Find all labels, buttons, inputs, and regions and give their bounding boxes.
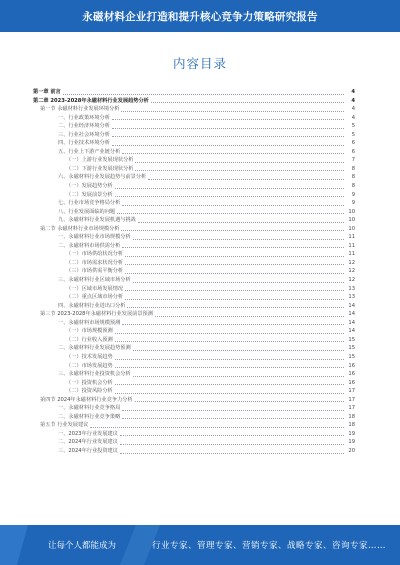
toc-leader-dots: [125, 290, 344, 291]
toc-entry-text: 一、永磁材料行业市场规模分析: [58, 234, 131, 241]
toc-entry-text: 三、永磁材料行业区域市场分析: [58, 277, 131, 284]
footer-decoration-left: [0, 525, 28, 565]
toc-entry[interactable]: [33, 276, 355, 285]
toc-leader-dots: [115, 367, 344, 368]
toc-page-number: 13: [348, 294, 355, 301]
toc-leader-dots: [133, 350, 344, 351]
toc-leader-dots: [135, 401, 344, 402]
toc-entry[interactable]: [33, 114, 355, 123]
toc-leader-dots: [135, 170, 344, 171]
header-banner: [0, 0, 400, 32]
toc-entry[interactable]: [33, 208, 355, 217]
toc-entry[interactable]: [33, 250, 355, 259]
toc-leader-dots: [63, 94, 344, 95]
toc-page-number: 14: [348, 319, 355, 326]
toc-entry-text: （一）技术发展趋势: [66, 353, 113, 360]
toc-entry-text: （一）发展趋势分析: [66, 183, 113, 190]
toc-entry[interactable]: [33, 233, 355, 242]
toc-leader-dots: [135, 162, 344, 163]
toc-entry-text: 二、永磁材料行业竞争策略: [58, 413, 121, 420]
toc-entry-text: （二）行业收入预测: [66, 336, 113, 343]
toc-leader-dots: [133, 376, 344, 377]
toc-page-number: 17: [348, 405, 355, 412]
toc-entry[interactable]: [33, 199, 355, 208]
toc-page-number: 4: [351, 106, 355, 113]
toc-entry-text: （二）重点区域市场分析: [66, 294, 124, 301]
toc-page-number: 18: [348, 413, 355, 420]
toc-entry[interactable]: [33, 447, 355, 456]
toc-leader-dots: [112, 128, 344, 129]
toc-entry[interactable]: [33, 259, 355, 268]
toc-page-number: 11: [348, 242, 355, 249]
toc-leader-dots: [151, 102, 344, 103]
toc-entry[interactable]: [33, 105, 355, 114]
toc-leader-dots: [115, 196, 344, 197]
toc-entry[interactable]: [33, 302, 355, 311]
toc-entry-text: 一、永磁材料市场规模预测: [58, 319, 121, 326]
toc-page-number: 10: [348, 208, 355, 215]
toc-entry[interactable]: [33, 216, 355, 225]
toc-entry-text: 四、行业技术环境分析: [58, 140, 110, 147]
toc-entry-text: 第二章 2023-2028年永磁材料行业发展趋势分析: [33, 97, 149, 104]
toc-entry[interactable]: [33, 225, 355, 234]
toc-entry-text: 七、行业市场竞争格局分析: [58, 200, 121, 207]
toc-entry-text: （一）市场规模预测: [66, 328, 113, 335]
toc-page-number: 19: [348, 439, 355, 446]
toc-entry-text: 二、永磁材料市场供需分析: [58, 242, 121, 249]
toc-page-number: 4: [351, 89, 355, 95]
toc-leader-dots: [115, 333, 344, 334]
toc-leader-dots: [127, 307, 344, 308]
toc-page-number: 8: [351, 174, 355, 181]
toc-entry[interactable]: [33, 344, 355, 353]
toc-entry[interactable]: [33, 327, 355, 336]
toc-page-number: 11: [348, 251, 355, 258]
toc-page-number: 17: [348, 396, 355, 403]
toc-entry-text: 八、行业发展面临的问题: [58, 208, 116, 215]
toc-leader-dots: [115, 188, 344, 189]
toc-page-number: 20: [348, 447, 355, 454]
toc-entry[interactable]: [33, 165, 355, 174]
toc-leader-dots: [112, 136, 344, 137]
toc-leader-dots: [120, 453, 344, 454]
toc-entry-text: 六、永磁材料行业发展趋势与前景分析: [58, 174, 147, 181]
toc-entry-text: 五、行业上下游产业链分析: [58, 148, 121, 155]
toc-page-number: 7: [351, 157, 355, 164]
footer-slogan: 让每个人都能成为: [48, 541, 117, 551]
toc-entry-text: （一）市场供给状况分析: [66, 251, 124, 258]
toc-entry[interactable]: [33, 267, 355, 276]
toc-page-number: 12: [348, 268, 355, 275]
toc-entry[interactable]: [33, 336, 355, 345]
toc-entry-text: （二）市场发展趋势: [66, 362, 113, 369]
toc-entry[interactable]: [33, 131, 355, 140]
toc-page-number: 14: [348, 328, 355, 335]
toc-entry[interactable]: [33, 242, 355, 251]
toc-page-number: 16: [348, 379, 355, 386]
toc-entry-text: 第一章 前言: [33, 89, 61, 95]
toc-entry[interactable]: [33, 421, 355, 430]
toc-leader-dots: [117, 213, 344, 214]
toc-entry-text: 三、行业社会环境分析: [58, 131, 110, 138]
toc-entry[interactable]: [33, 88, 355, 97]
toc-page-number: 8: [351, 183, 355, 190]
toc-page-number: 11: [348, 234, 355, 241]
toc-entry-text: （一）区域市场发展情况: [66, 285, 124, 292]
toc-entry[interactable]: [33, 396, 355, 405]
toc-entry-text: 二、永磁材料行业发展趋势预测: [58, 345, 131, 352]
toc-page-number: 14: [348, 302, 355, 309]
toc-entry[interactable]: [33, 438, 355, 447]
toc-page-number: 16: [348, 371, 355, 378]
toc-entry[interactable]: [33, 97, 355, 106]
toc-entry[interactable]: [33, 413, 355, 422]
toc-leader-dots: [125, 299, 344, 300]
toc-entry[interactable]: [33, 370, 355, 379]
toc-entry-text: 二、行业经济环境分析: [58, 123, 110, 130]
toc-leader-dots: [115, 359, 344, 360]
toc-leader-dots: [112, 145, 344, 146]
toc-entry-text: 第三节 2023-2028年永磁材料行业发展前景预测: [40, 311, 153, 318]
toc-entry-text: （二）发展前景分析: [66, 191, 113, 198]
toc-entry-text: 三、永磁材料行业投资机会分析: [58, 371, 131, 378]
toc-page-number: 8: [351, 165, 355, 172]
toc-entry[interactable]: [33, 379, 355, 388]
toc-leader-dots: [148, 179, 344, 180]
toc-leader-dots: [112, 119, 344, 120]
toc-entry[interactable]: [33, 404, 355, 413]
toc-entry-text: 第四节 2024年永磁材料行业竞争力分析: [40, 396, 133, 403]
toc-entry[interactable]: [33, 319, 355, 328]
toc-entry[interactable]: [33, 430, 355, 439]
toc-leader-dots: [122, 418, 344, 419]
toc-entry-text: （二）投资风险分析: [66, 388, 113, 395]
toc-leader-dots: [125, 273, 344, 274]
toc-page-number: 13: [348, 285, 355, 292]
toc-page-number: 12: [348, 259, 355, 266]
footer-banner: [0, 525, 400, 565]
toc-leader-dots: [115, 384, 344, 385]
toc-leader-dots: [133, 239, 344, 240]
toc-page-number: 15: [348, 336, 355, 343]
toc-entry[interactable]: [33, 310, 355, 319]
toc-page-number: 17: [348, 388, 355, 395]
toc-entry[interactable]: [33, 173, 355, 182]
toc-page-number: 16: [348, 362, 355, 369]
toc-entry[interactable]: [33, 156, 355, 165]
toc-entry[interactable]: [33, 362, 355, 371]
toc-page-number: 18: [348, 422, 355, 429]
toc-leader-dots: [155, 316, 344, 317]
toc-leader-dots: [122, 410, 344, 411]
toc-page-number: 15: [348, 345, 355, 352]
toc-page-number: 6: [351, 148, 355, 155]
footer-roles: 行业专家、管理专家、营销专家、战略专家、咨询专家……: [152, 541, 387, 551]
toc-entry-text: （二）市场需求状况分析: [66, 259, 124, 266]
toc-entry-text: 一、2023年行业发展建议: [58, 430, 118, 437]
toc-entry[interactable]: [33, 387, 355, 396]
toc-page-number: 5: [351, 123, 355, 130]
toc-leader-dots: [125, 264, 344, 265]
toc-page-number: 10: [348, 225, 355, 232]
toc-leader-dots: [125, 256, 344, 257]
toc-entry-text: 一、行业政策环境分析: [58, 114, 110, 121]
toc-leader-dots: [121, 230, 344, 231]
toc-entry-text: 四、永磁材料行业进出口分析: [58, 302, 126, 309]
toc-entry-text: （三）市场供需平衡分析: [66, 268, 124, 275]
toc-page-number: 9: [351, 200, 355, 207]
toc-entry-text: 第二节 永磁材料行业市场规模分析: [40, 225, 120, 232]
toc-leader-dots: [121, 111, 344, 112]
toc-entry-text: （一）上游行业发展现状分析: [66, 157, 134, 164]
toc-entry-text: 九、永磁材料行业发展机遇与挑战: [58, 217, 136, 224]
toc-leader-dots: [122, 247, 344, 248]
toc-entry-text: （一）投资机会分析: [66, 379, 113, 386]
toc-leader-dots: [115, 341, 344, 342]
toc-entry[interactable]: [33, 122, 355, 131]
toc-leader-dots: [133, 282, 344, 283]
toc-leader-dots: [122, 205, 344, 206]
toc-entry[interactable]: [33, 148, 355, 157]
toc-page-number: 14: [348, 311, 355, 318]
toc-page-number: 4: [351, 97, 355, 104]
toc-leader-dots: [138, 222, 344, 223]
table-of-contents: [33, 88, 355, 456]
toc-page-number: 19: [348, 430, 355, 437]
toc-entry-text: （二）下游行业发展现状分析: [66, 165, 134, 172]
toc-page-number: 10: [348, 217, 355, 224]
toc-page-number: 4: [351, 114, 355, 121]
toc-entry[interactable]: [33, 191, 355, 200]
toc-entry-text: 第五节 行业发展建议: [40, 422, 89, 429]
toc-entry-text: 三、2024年行业投资建议: [58, 447, 118, 454]
toc-page-number: 9: [351, 191, 355, 198]
toc-leader-dots: [90, 427, 344, 428]
toc-entry[interactable]: [33, 293, 355, 302]
toc-leader-dots: [122, 324, 344, 325]
toc-title: 内容目录: [172, 56, 227, 71]
toc-page-number: 6: [351, 140, 355, 147]
toc-page-number: 12: [348, 277, 355, 284]
toc-page-number: 5: [351, 131, 355, 138]
toc-entry-text: 二、2024年行业发展建议: [58, 439, 118, 446]
toc-entry-text: 一、永磁材料行业竞争格局: [58, 405, 121, 412]
toc-entry[interactable]: [33, 182, 355, 191]
toc-entry[interactable]: [33, 353, 355, 362]
toc-entry[interactable]: [33, 285, 355, 294]
toc-leader-dots: [115, 393, 344, 394]
toc-leader-dots: [120, 435, 344, 436]
toc-page-number: 15: [348, 353, 355, 360]
toc-entry[interactable]: [33, 139, 355, 148]
toc-leader-dots: [122, 153, 344, 154]
report-title: 永磁材料企业打造和提升核心竞争力策略研究报告: [82, 10, 318, 23]
toc-entry-text: 第一节 永磁材料行业发展环境分析: [40, 106, 120, 113]
toc-leader-dots: [120, 444, 344, 445]
